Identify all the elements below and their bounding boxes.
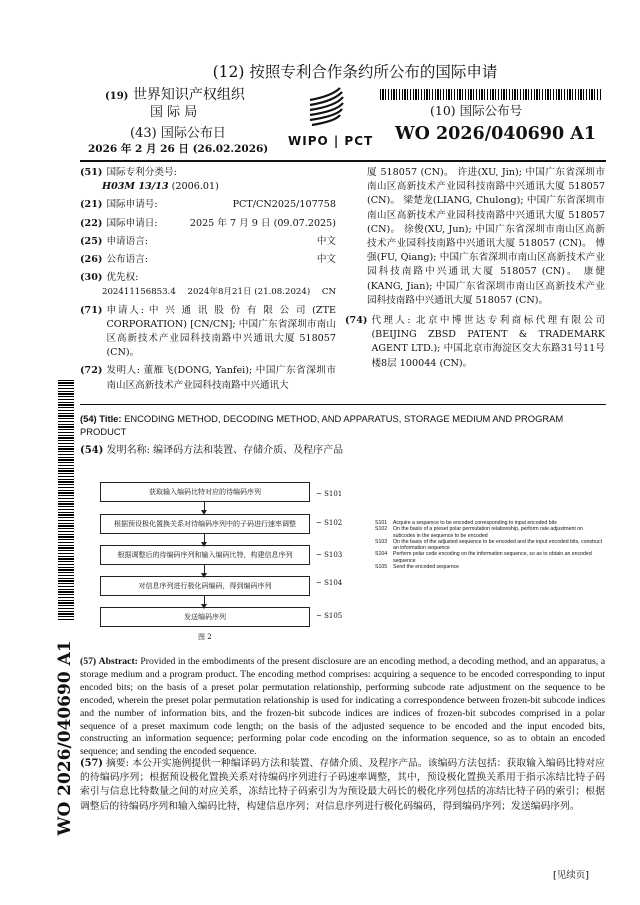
organization xyxy=(105,86,245,106)
inventors-continued: 厦 518057 (CN)。 许进(XU, Jin); 中国广东省深圳市南山区高新技术产业园科技南路中兴通讯大厦 518057 (CN)。 梁楚龙(LIANG, Chulong); 中国广东省深圳市南山区高新技术产业园科技南路中兴通讯大厦 518057 (CN)。 徐俊(XU, Jun); 中国广东省深圳市南山区高新技术产业园科技南路中兴通讯大厦 518057 (CN)。 傅强(FU, Qiang); 中国广东省深圳市南山区高新技术产业园科技南路中兴通讯大厦 518057 (CN)。 康健(KANG, Jian); 中国广东省深圳市南山区高新技术产业园科技南路中兴通讯大厦 518057 (CN)。 xyxy=(367,167,605,306)
flow-step-s105: 发送编码序列 xyxy=(100,607,310,627)
field-code: (54) xyxy=(80,445,104,456)
english-abstract xyxy=(80,656,605,759)
field-label: 国际申请号: xyxy=(106,199,158,211)
legend-text: Acquire a sequence to be encoded corresponding to input encoded bits xyxy=(393,520,557,526)
flow-step-s103: 根据调整后的待编码序列和输入编码比特，构建信息序列 xyxy=(100,545,310,565)
field-code: (72) xyxy=(80,365,103,377)
field-code: (71) xyxy=(80,304,103,316)
flow-step-s101: 获取输入编码比特对应的待编码序列 xyxy=(100,482,310,502)
step-label: ~ S104 xyxy=(316,576,342,590)
org-name: 世界知识产权组织 xyxy=(132,87,245,103)
field-code: (25) xyxy=(80,235,103,247)
legend-text: Perform polar code encoding on the information sequence, so as to obtain an encoded sequence xyxy=(393,551,592,564)
flow-arrow xyxy=(204,533,205,545)
application-number: PCT/CN2025/107758 xyxy=(232,199,336,211)
abstract-label: 摘要: xyxy=(106,758,130,769)
chinese-abstract xyxy=(80,757,605,814)
filing-date: 2025 年 7 月 9 日 (09.07.2025) xyxy=(189,217,336,229)
title-text: ENCODING METHOD, DECODING METHOD, AND APPARATUS, STORAGE MEDIUM AND PROGRAM PRODUCT xyxy=(80,413,564,437)
applicant: 申请人: 中 兴 通 讯 股 份 有 限 公 司 (ZTE CORPORATION) [CN/CN]; 中国广东省深圳市南山区高新技术产业园科技南路中兴通讯大厦 518057 (CN)。 xyxy=(106,304,336,359)
field-label: 国际申请日: xyxy=(106,217,158,229)
barcode-top xyxy=(380,89,602,100)
wipo-logo-icon xyxy=(288,84,374,154)
legend-id: S105 xyxy=(375,564,388,571)
title-divider xyxy=(80,404,606,405)
english-title xyxy=(80,412,605,438)
barcode-side xyxy=(58,380,74,620)
legend-id: S102 xyxy=(375,526,388,533)
flow-arrow xyxy=(204,595,205,607)
field-71 xyxy=(80,304,336,361)
inventors: 发明人: 董雁飞(DONG, Yanfei); 中国广东省深圳市南山区高新技术产业园科技南路中兴通讯大 xyxy=(106,365,336,391)
field-code: (22) xyxy=(80,217,103,229)
publication-date-label: (43) 国际公布日 xyxy=(130,126,226,141)
field-code: (26) xyxy=(80,254,103,266)
bureau: 国 际 局 xyxy=(150,105,198,120)
field-21 xyxy=(80,198,336,212)
title-label: 发明名称: xyxy=(106,445,150,456)
step-label: ~ S102 xyxy=(316,516,342,530)
bibliographic-left-column xyxy=(80,166,336,397)
ipc-year: (2006.01) xyxy=(171,181,219,193)
priority-date: 2024年8月21日 (21.08.2024) xyxy=(187,287,311,298)
publication-number: WO 2026/040690 A1 xyxy=(395,124,596,144)
priority-number: 202411156853.4 xyxy=(102,287,176,298)
legend-id: S103 xyxy=(375,538,388,545)
abstract-text: 本公开实施例提供一种编译码方法和装置、存储介质、及程序产品。该编码方法包括：获取输入编码比特对应的待编码序列；根据预设极化置换关系对待编码序列进行子码速率调整，其中，预设极化置换关系用于指示冻结比特子码索引与信息比特数量之间的对应关系，冻结比特子码索引为为预设最大码长的极化序列包括的冻结比特子码的索引；根据调整后的待编码序列和输入编码比特，构建信息序列；对信息序列进行极化码编码，得到编码序列；发送编码序列。 xyxy=(80,758,605,812)
legend-text: On the basis of a preset polar permutation relationship, perform rate adjustment on subcodes in the sequence to be encoded xyxy=(393,526,584,539)
publication-language: 中文 xyxy=(316,254,336,266)
field-label: 优先权: xyxy=(106,272,139,284)
ipc-class: H03M 13/13 xyxy=(102,181,169,193)
field-code: (51) xyxy=(80,167,103,178)
field-code: (30) xyxy=(80,272,103,284)
continued-note: [见续页] xyxy=(553,870,589,881)
figure-legend xyxy=(375,520,605,570)
header-divider xyxy=(80,160,606,162)
bibliographic-right-column xyxy=(345,166,605,371)
step-label: ~ S103 xyxy=(316,548,342,562)
publication-number-label: (10) 国际公布号 xyxy=(430,103,523,118)
document-type-title: (12) 按照专利合作条约所公布的国际申请 xyxy=(212,63,498,81)
field-26 xyxy=(80,253,336,267)
title-label: Title: xyxy=(99,413,122,424)
legend-id: S101 xyxy=(375,520,388,526)
field-code: (57) xyxy=(80,758,103,769)
field-51 xyxy=(80,166,336,194)
abstract-text: Provided in the embodiments of the present disclosure are an encoding method, a decoding method, and an apparatus, a storage medium and a program product. The encoding method comprises: acquiring a sequence to be encoded corresponding to input encoded bits; on the basis of a preset polar permutation relationship, performing subcode rate adjustment on the sequence to be encoded, wherein the preset polar permutation relationship is used for indicating a correspondence between frozen-bit subcode indices and the number of information bits, and the frozen-bit subcode indices are indices of frozen-bit subcodes comprised in a polar sequence of a preset maximum code length; on the basis of the adjusted sequence to be encoded and the input encoded bits, constructing an information sequence; performing polar code encoding on the information sequence, so as to obtain an encoded sequence; and sending the encoded sequence. xyxy=(80,656,605,758)
flow-arrow xyxy=(204,501,205,513)
flow-step-s102: 根据预设极化置换关系对待编码序列中的子码进行速率调整 xyxy=(100,514,310,534)
field-label: 申请语言: xyxy=(106,235,149,247)
field-72 xyxy=(80,364,336,392)
field-code: (57) xyxy=(80,656,97,667)
field-22 xyxy=(80,217,336,231)
publication-number-vertical: WO 2026/040690 A1 xyxy=(55,640,75,836)
filing-language: 中文 xyxy=(316,235,336,247)
priority-country: CN xyxy=(321,287,336,298)
field-30 xyxy=(80,271,336,299)
field-code: (21) xyxy=(80,199,103,211)
legend-id: S104 xyxy=(375,551,388,558)
field-code: (74) xyxy=(345,315,368,327)
field-74 xyxy=(345,314,605,371)
step-label: ~ S105 xyxy=(316,609,342,623)
title-text: 编译码方法和装置、存储介质、及程序产品 xyxy=(153,445,344,456)
figure-caption: 图 2 xyxy=(198,633,212,641)
org-code: (19) xyxy=(105,91,129,102)
field-label: 国际专利分类号: xyxy=(106,167,177,178)
field-25 xyxy=(80,235,336,249)
legend-text: On the basis of the adjusted sequence to be encoded and the input encoded bits, construct an information sequence xyxy=(393,538,603,552)
field-label: 公布语言: xyxy=(106,254,149,266)
publication-date: 2026 年 2 月 26 日 (26.02.2026) xyxy=(88,143,269,155)
chinese-title xyxy=(80,444,343,458)
wipo-pct-wordmark: WIPO | PCT xyxy=(288,134,374,148)
step-label: ~ S101 xyxy=(316,487,342,501)
field-code: (54) xyxy=(80,413,97,424)
agent: 代理人: 北京中博世达专利商标代理有限公司(BEIJING ZBSD PATENT & TRADEMARK AGENT LTD.); 中国北京市海淀区交大东路31号11号楼8层 100044 (CN)。 xyxy=(371,315,605,369)
abstract-label: Abstract: xyxy=(98,656,138,667)
flow-arrow xyxy=(204,564,205,576)
flow-step-s104: 对信息序列进行极化码编码，得到编码序列 xyxy=(100,576,310,596)
legend-text: Send the encoded sequence xyxy=(393,564,460,571)
